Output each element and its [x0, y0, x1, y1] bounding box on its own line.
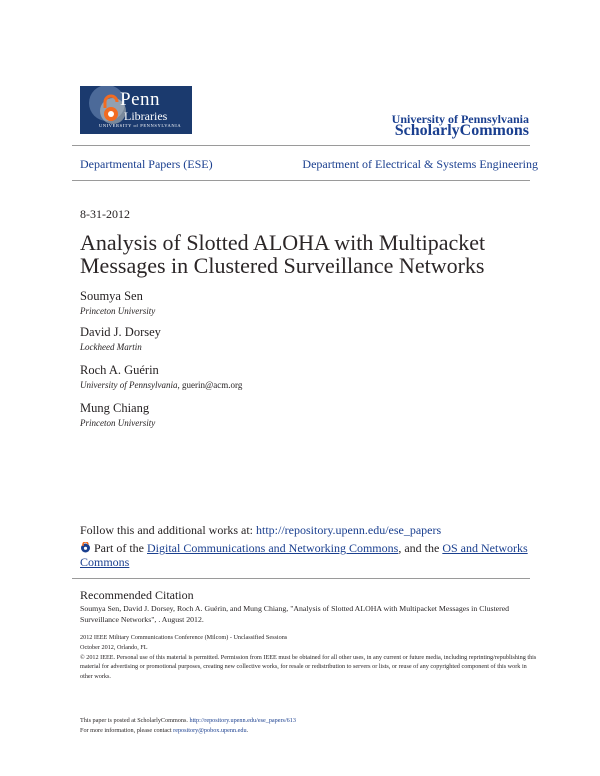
- paper-title: Analysis of Slotted ALOHA with Multipacket Messages in Clustered Surveillance Networks: [80, 230, 486, 278]
- commons-link-digital-communications[interactable]: Digital Communications and Networking Commons: [147, 541, 399, 555]
- series-divider: [72, 180, 530, 181]
- follow-url-link[interactable]: http://repository.upenn.edu/ese_papers: [256, 523, 442, 537]
- publication-date: 8-31-2012: [80, 207, 130, 221]
- notes-copyright: © 2012 IEEE. Personal use of this material is permitted. Permission from IEEE must be obtained for all other uses, in any current or future media, including reprinting/republishing this material for advertising or promotional purposes, creating new collective works, for resale or redistribution to servers or lists, or reuse of any copyrighted component of this work in other works.: [80, 653, 537, 681]
- author-affiliation: Lockheed Martin: [80, 342, 142, 352]
- citation-divider: [72, 578, 530, 579]
- recommended-citation-heading: Recommended Citation: [80, 588, 194, 602]
- notes-conference: 2012 IEEE Military Communications Conference (Milcom) - Unclassified Sessions: [80, 634, 288, 641]
- logo-libraries-text: Libraries: [124, 109, 168, 123]
- author-name: Mung Chiang: [80, 401, 150, 415]
- contact-email-link[interactable]: repository@pobox.upenn.edu: [173, 726, 247, 734]
- contact-suffix: .: [246, 726, 249, 734]
- recommended-citation-text: Soumya Sen, David J. Dorsey, Roch A. Guérin, and Mung Chiang, "Analysis of Slotted ALOHA with Multipacket Messages in Clustered Surveillance Networks", . August 2012.: [80, 604, 510, 624]
- series-link-department[interactable]: Department of Electrical & Systems Engineering: [302, 157, 538, 171]
- author-name: David J. Dorsey: [80, 325, 161, 339]
- logo-university-text: UNIVERSITY of PENNSYLVANIA: [99, 123, 182, 128]
- header-divider: [72, 145, 530, 146]
- author-name: Roch A. Guérin: [80, 363, 159, 377]
- open-access-icon: [80, 542, 91, 553]
- logo-penn-text: Penn: [120, 89, 160, 110]
- author-name: Soumya Sen: [80, 289, 143, 303]
- commons-link-os-networks[interactable]: OS and Networks Commons: [80, 541, 528, 569]
- author-affiliation: Princeton University: [80, 418, 156, 428]
- part-of-line: [80, 541, 530, 569]
- series-link-departmental-papers[interactable]: Departmental Papers (ESE): [80, 157, 213, 171]
- follow-line: [80, 523, 441, 538]
- posted-prefix: This paper is posted at ScholarlyCommons.: [80, 717, 190, 724]
- author-affiliation: University of Pennsylvania, guerin@acm.org: [80, 380, 243, 390]
- contact-prefix: For more information, please contact: [80, 726, 174, 734]
- notes-location: October 2012, Orlando, FL: [80, 643, 148, 651]
- repository-university[interactable]: University of Pennsylvania: [391, 112, 529, 126]
- penn-libraries-logo: [80, 86, 192, 134]
- author-affiliation: Princeton University: [80, 306, 156, 316]
- posted-url-link[interactable]: http://repository.upenn.edu/ese_papers/613: [189, 717, 296, 724]
- part-of-prefix: Part of the: [94, 541, 147, 555]
- part-of-mid: , and the: [398, 541, 443, 555]
- repository-name[interactable]: ScholarlyCommons: [394, 122, 529, 139]
- follow-label: Follow this and additional works at:: [80, 523, 256, 537]
- posted-info: [80, 716, 540, 736]
- conference-notes: [80, 633, 540, 682]
